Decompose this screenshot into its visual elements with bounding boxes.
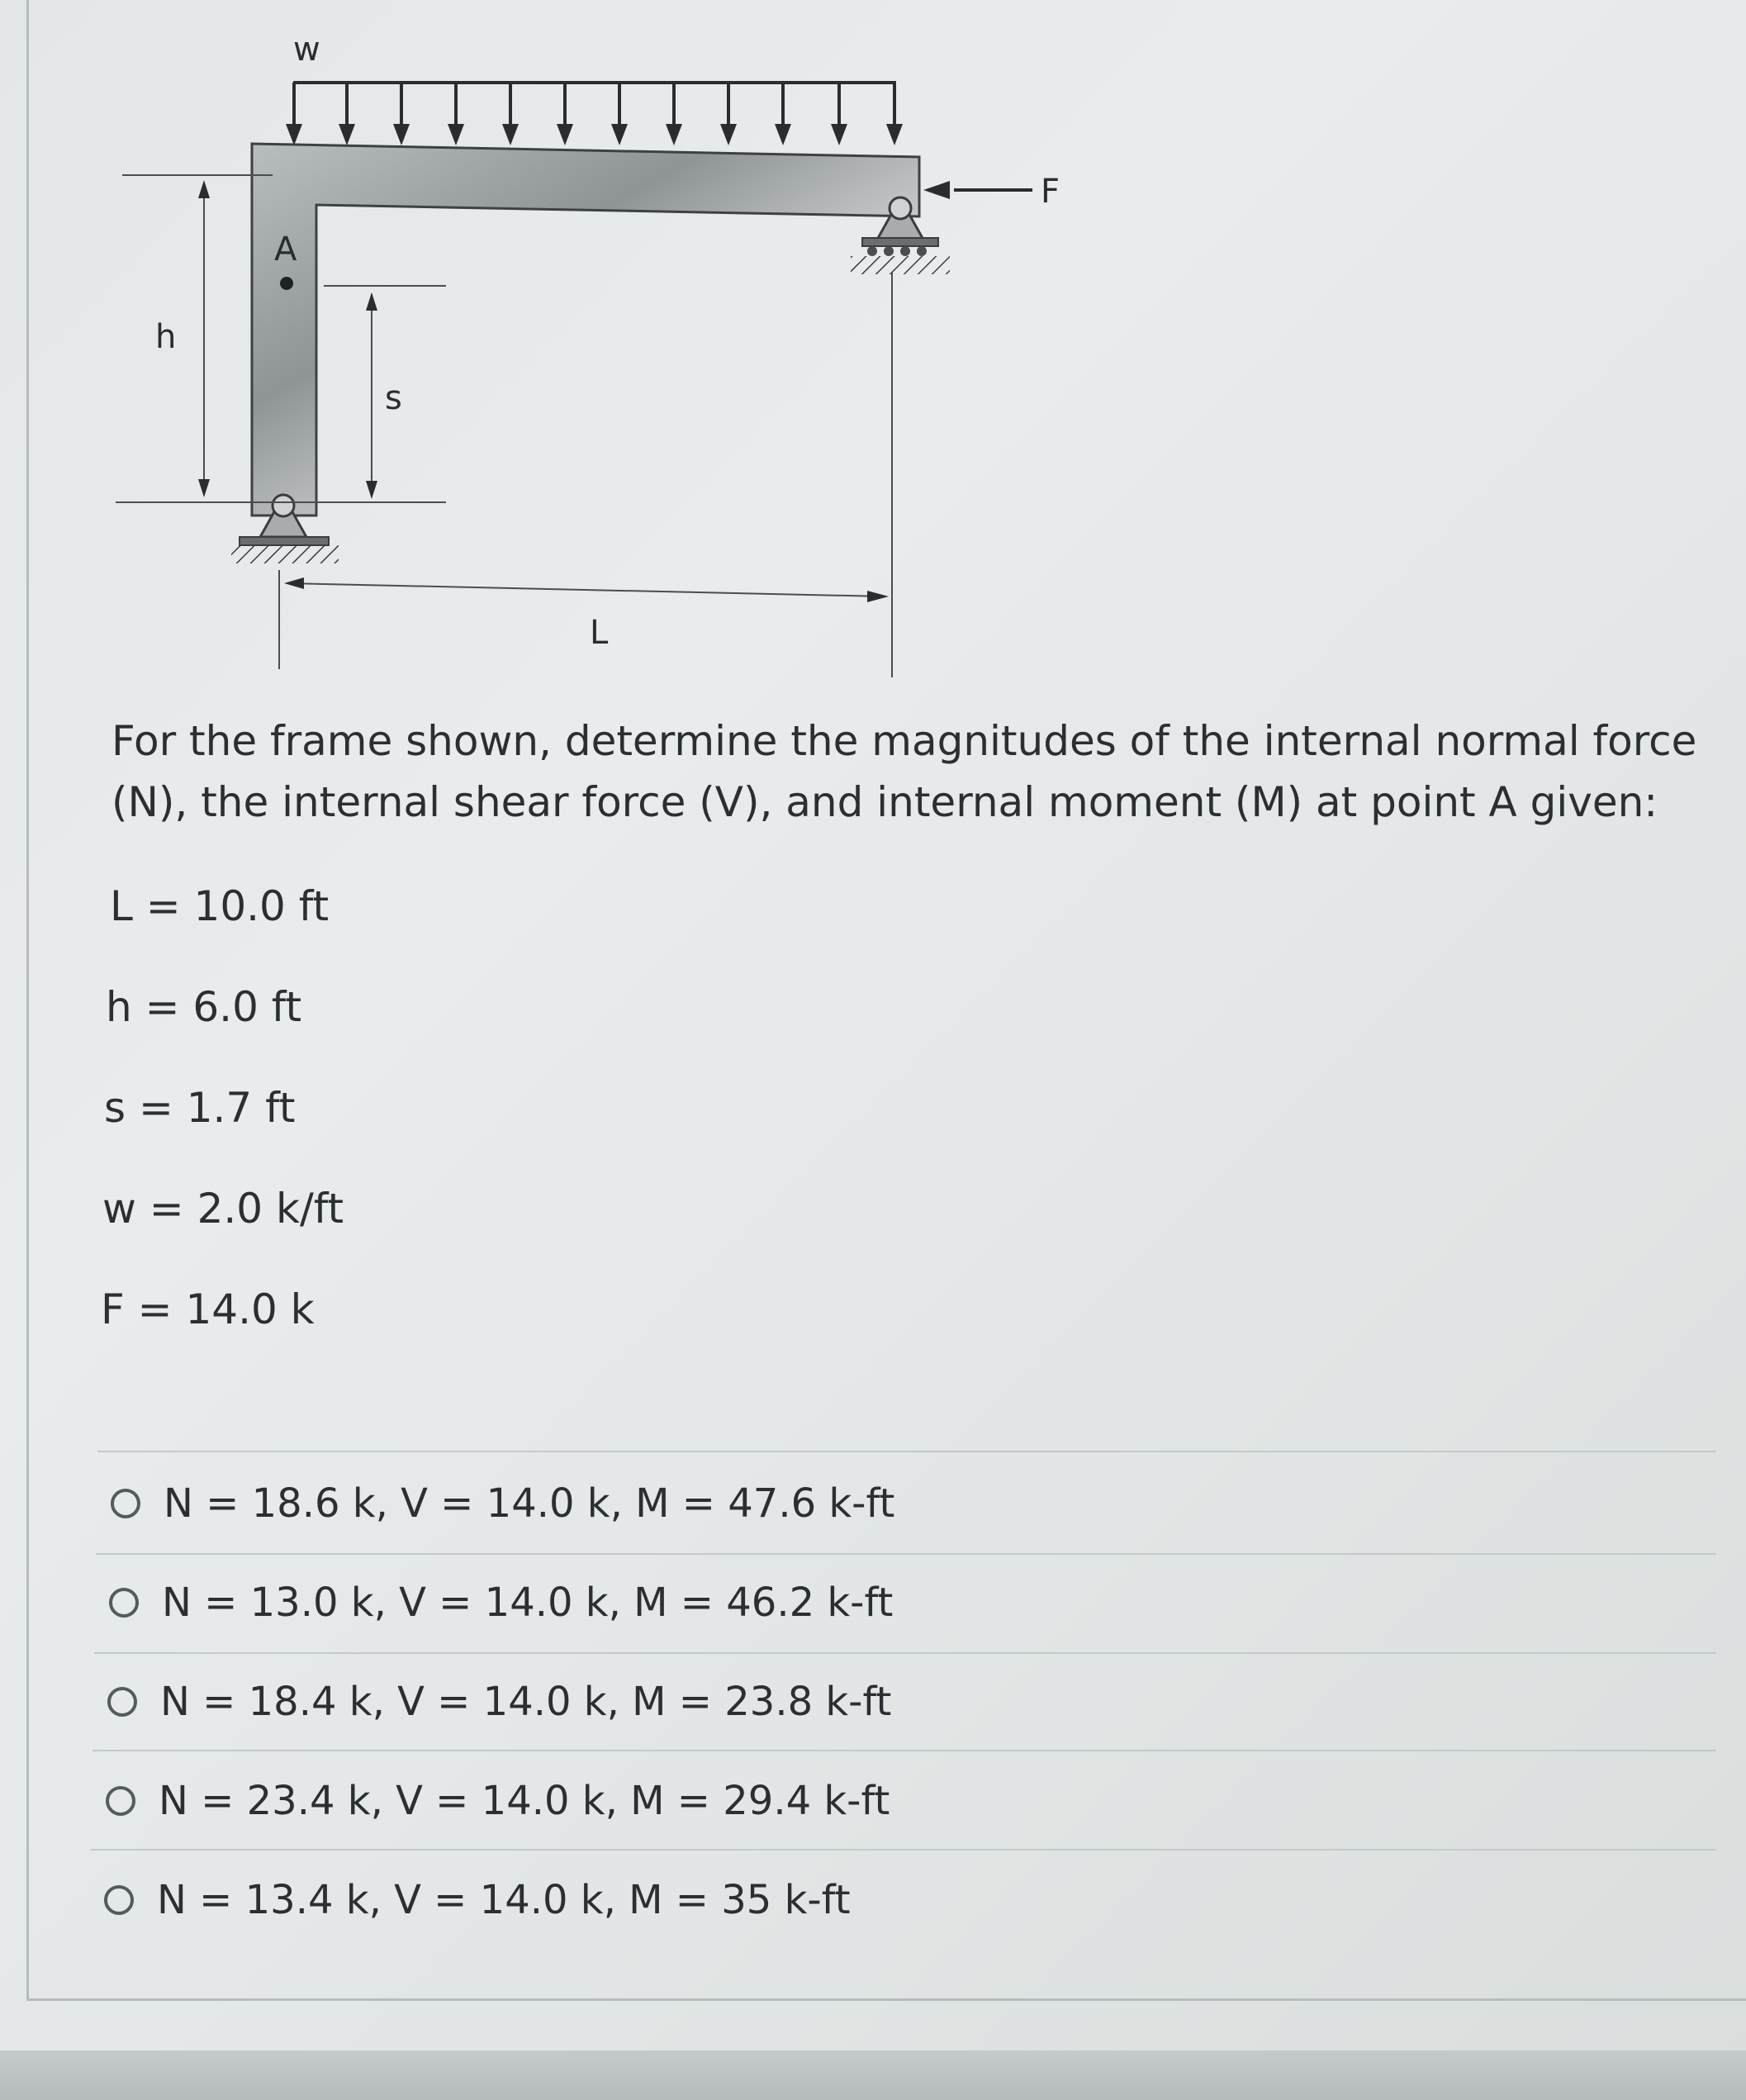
given-f: F = 14.0 k: [101, 1285, 315, 1333]
given-h: h = 6.0 ft: [106, 983, 302, 1031]
answer-option[interactable]: [111, 1480, 895, 1527]
point-a-marker: [280, 277, 293, 290]
answer-option-label: N = 13.0 k, V = 14.0 k, M = 46.2 k-ft: [162, 1580, 894, 1626]
answer-option-label: N = 23.4 k, V = 14.0 k, M = 29.4 k-ft: [159, 1778, 890, 1824]
given-l: L = 10.0 ft: [110, 882, 330, 930]
given-s: s = 1.7 ft: [104, 1084, 296, 1132]
screen-bottom-edge: [0, 2050, 1746, 2100]
question-text: For the frame shown, determine the magnitudes of the internal normal force (N), the internal shear force (V), and internal moment (M) at point A given:: [111, 717, 1697, 826]
answer-option[interactable]: [109, 1580, 894, 1626]
answer-option[interactable]: [107, 1679, 892, 1725]
answer-option-label: N = 18.6 k, V = 14.0 k, M = 47.6 k-ft: [164, 1480, 895, 1527]
radio-button[interactable]: [109, 1588, 139, 1618]
radio-button[interactable]: [104, 1885, 134, 1915]
frame-figure: [0, 0, 1746, 694]
radio-button[interactable]: [107, 1687, 137, 1717]
answer-option[interactable]: [104, 1877, 851, 1923]
label-a: A: [274, 230, 297, 268]
label-w: w: [293, 31, 320, 69]
frame-diagram: [0, 0, 1746, 694]
frame-member: [252, 144, 919, 515]
options-divider: [96, 1553, 1716, 1555]
label-h: h: [155, 318, 177, 356]
options-divider: [91, 1849, 1716, 1851]
answer-option-label: N = 18.4 k, V = 14.0 k, M = 23.8 k-ft: [160, 1679, 892, 1725]
options-divider: [94, 1652, 1716, 1654]
options-divider: [97, 1451, 1716, 1452]
radio-button[interactable]: [106, 1786, 135, 1816]
answer-option[interactable]: [106, 1778, 890, 1824]
radio-button[interactable]: [111, 1489, 140, 1518]
given-w: w = 2.0 k/ft: [102, 1185, 344, 1233]
label-s: s: [385, 379, 402, 417]
left-pin-support: [231, 495, 339, 563]
label-l: L: [590, 614, 609, 652]
label-f: F: [1041, 173, 1060, 211]
options-divider: [93, 1750, 1716, 1751]
answer-option-label: N = 13.4 k, V = 14.0 k, M = 35 k-ft: [157, 1877, 851, 1923]
distributed-load: [286, 83, 903, 145]
force-f-arrow: [923, 181, 1032, 199]
